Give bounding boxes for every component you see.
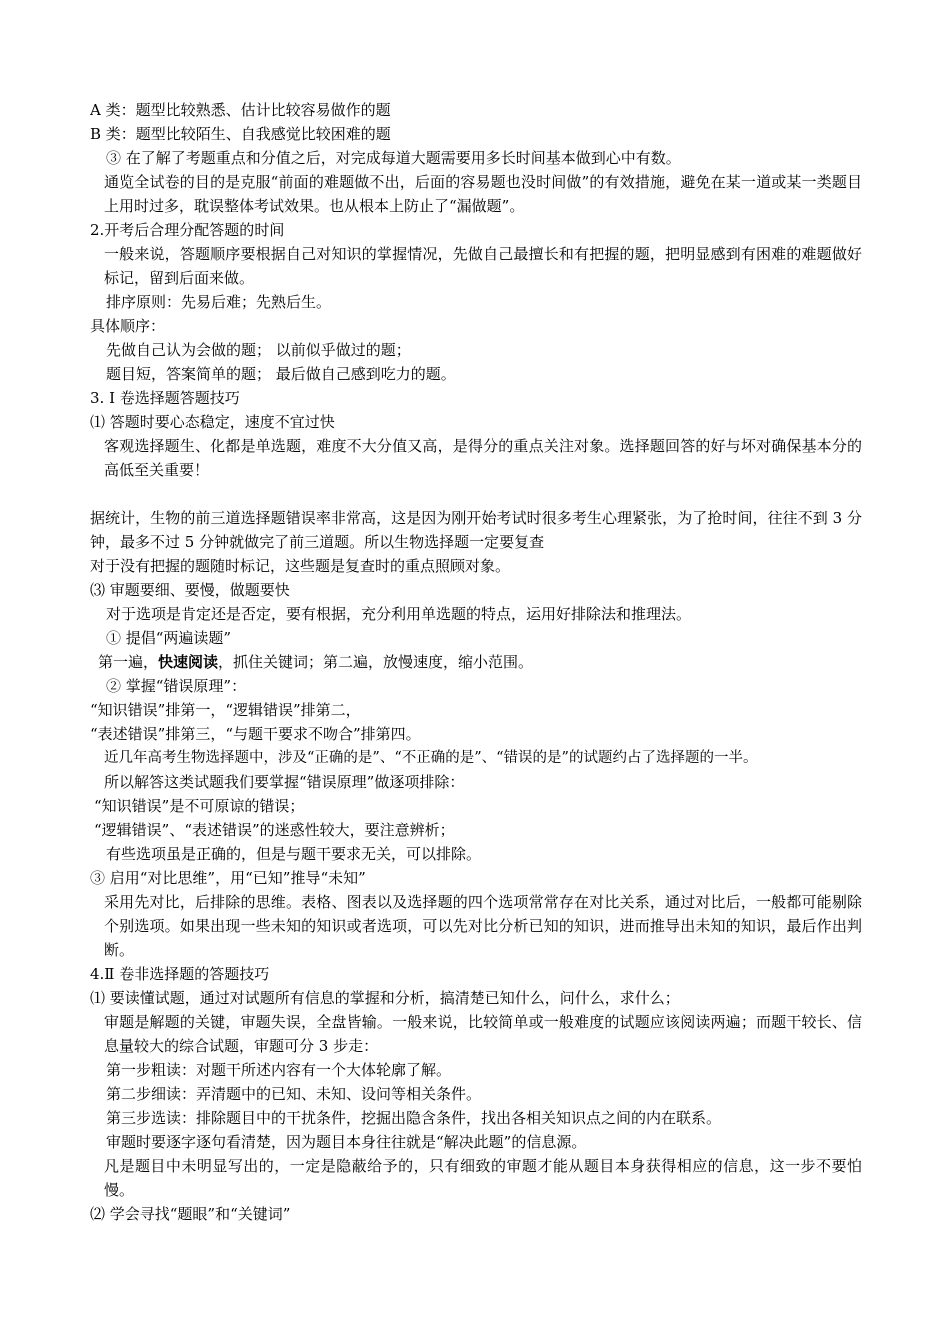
text-span: 第一遍， [98,653,159,671]
subsection-heading: ⑴ 答题时要心态稳定，速度不宜过快 [90,413,335,431]
paragraph: 据统计，生物的前三道选择题错误率非常高，这是因为刚开始考试时很多考生心理紧张，为了抢时间，往往不到 3 分钟，最多不过 5 分钟就做完了前三道题。所以生物选择题一定要复查 [90,509,862,551]
section-heading: 3. Ⅰ 卷选择题答题技巧 [90,389,240,407]
paragraph: 通览全试卷的目的是克服“前面的难题做不出，后面的容易题也没时间做”的有效措施，避免在某一道或某一类题目上用时过多，耽误整体考试效果。也从根本上防止了“漏做题”。 [104,173,862,215]
text-line: A 类：题型比较熟悉、估计比较容易做作的题 [90,101,391,119]
text-line: “知识错误”排第一，“逻辑错误”排第二， [90,701,361,719]
text-line: 审题时要逐字逐句看清楚，因为题目本身往往就是“解决此题”的信息源。 [106,1133,587,1151]
paragraph: 凡是题目中未明显写出的，一定是隐蔽给予的，只有细致的审题才能从题目本身获得相应的信息，这一步不要怕慢。 [104,1157,862,1199]
subsection-heading: ⑵ 学会寻找“题眼”和“关键词” [90,1205,291,1223]
text-line: 有些选项虽是正确的，但是与题干要求无关，可以排除。 [106,845,482,863]
text-line: 所以解答这类试题我们要掌握“错误原理”做逐项排除： [104,773,465,791]
subsection-heading: ⑴ 要读懂试题，通过对试题所有信息的掌握和分析，搞清楚已知什么，问什么，求什么； [90,989,680,1007]
text-line: ③ 在了解了考题重点和分值之后，对完成每道大题需要用多长时间基本做到心中有数。 [106,149,681,167]
text-line: “逻辑错误”、“表述错误”的迷惑性较大，要注意辨析； [94,821,455,839]
paragraph: 采用先对比，后排除的思维。表格、图表以及选择题的四个选项常常存在对比关系，通过对比后，一般都可能剔除个别选项。如果出现一些未知的知识或者选项，可以先对比分析已知的知识，进而推导出未知的知识，最后作出判断。 [104,893,862,959]
text-line: 排序原则：先易后难；先熟后生。 [106,293,332,311]
section-heading: 2.开考后合理分配答题的时间 [90,221,285,239]
text-line: 第一步粗读：对题干所述内容有一个大体轮廓了解。 [106,1061,452,1079]
text-line [90,650,862,674]
text-line: 第三步选读：排除题目中的干扰条件，挖掘出隐含条件，找出各相关知识点之间的内在联系。 [106,1109,722,1127]
blank-line [90,482,862,506]
subsection-heading: ⑶ 审题要细、要慢，做题要快 [90,581,290,599]
text-line: “表述错误”排第三，“与题干要求不吻合”排第四。 [90,725,421,743]
text-line: ② 掌握“错误原理”： [106,677,247,695]
paragraph: 客观选择题生、化都是单选题，难度不大分值又高，是得分的重点关注对象。选择题回答的好与坏对确保基本分的高低至关重要！ [104,437,862,479]
text-line: 对于选项是肯定还是否定，要有根据，充分利用单选题的特点，运用好排除法和推理法。 [106,605,692,623]
text-line: 对于没有把握的题随时标记，这些题是复查时的重点照顾对象。 [90,557,511,575]
text-line: 第二步细读：弄清题中的已知、未知、设问等相关条件。 [106,1085,482,1103]
text-line: ① 提倡“两遍读题” [106,629,232,647]
text-line: 题目短，答案简单的题； 最后做自己感到吃力的题。 [106,365,456,383]
text-line: ③ 启用“对比思维”，用“已知”推导“未知” [90,869,366,887]
text-line: B 类：题型比较陌生、自我感觉比较困难的题 [90,125,391,143]
text-span: ，抓住关键词；第二遍，放慢速度，缩小范围。 [218,653,534,671]
section-heading: 4.Ⅱ 卷非选择题的答题技巧 [90,965,270,983]
text-line: “知识错误”是不可原谅的错误； [94,797,305,815]
bold-text: 快速阅读 [158,653,219,671]
paragraph: 审题是解题的关键，审题失误，全盘皆输。一般来说，比较简单或一般难度的试题应该阅读两遍；而题干较长、信息量较大的综合试题，审题可分 3 步走： [104,1013,862,1055]
text-line: 具体顺序： [90,317,166,335]
text-line: 先做自己认为会做的题； 以前似乎做过的题； [106,341,411,359]
paragraph: 一般来说，答题顺序要根据自己对知识的掌握情况，先做自己最擅长和有把握的题，把明显感到有困难的难题做好标记，留到后面来做。 [104,245,862,287]
text-line: 近几年高考生物选择题中，涉及“正确的是”、“不正确的是”、“错误的是”的试题约占了选择题的一半。 [104,750,758,766]
